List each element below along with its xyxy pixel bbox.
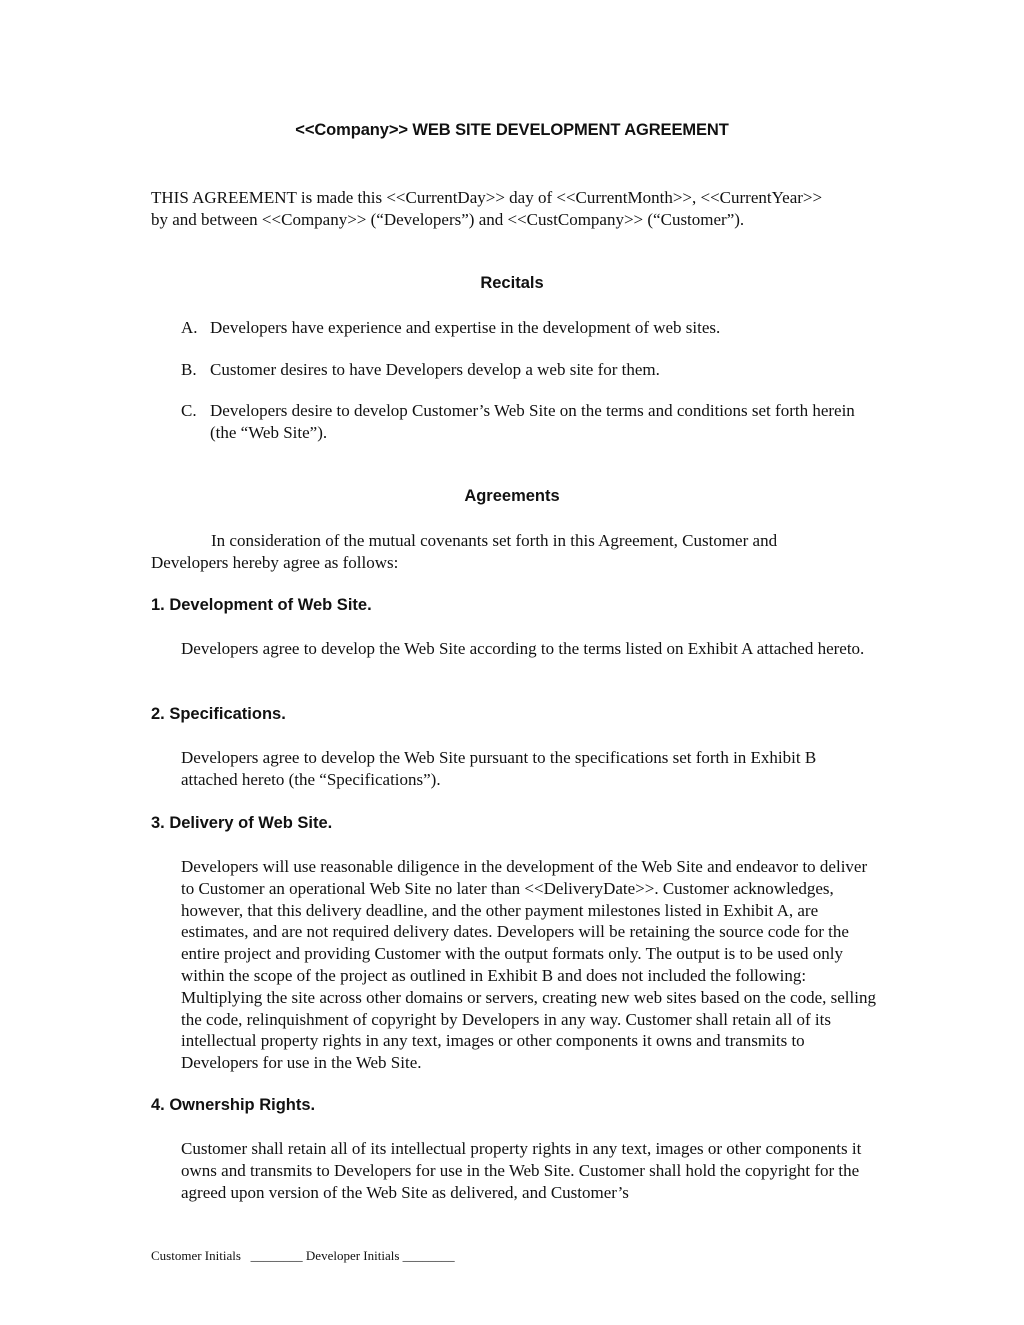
section-2-body: Developers agree to develop the Web Site pursuant to the specifications set forth in Exhibit B attached hereto (the “Specifications”). [181, 748, 817, 789]
intro-paragraph: THIS AGREEMENT is made this <<CurrentDay>> day of <<CurrentMonth>>, <<CurrentYear>> by and between <<Company>> (“Developers”) and <<CustCompany>> (“Customer”). [151, 188, 823, 229]
section-1-body: Developers agree to develop the Web Site according to the terms listed on Exhibit A attached hereto. [181, 639, 865, 658]
section-4-heading: 4. Ownership Rights. [151, 1096, 316, 1114]
agreements-heading: Agreements [464, 487, 560, 505]
recital-item-b [181, 359, 881, 381]
recital-text: Customer desires to have Developers develop a web site for them. [210, 360, 660, 379]
recital-item-c [181, 400, 881, 444]
section-1-heading: 1. Development of Web Site. [151, 596, 372, 614]
recital-letter: C. [181, 401, 197, 420]
section-3-body: Developers will use reasonable diligence in the development of the Web Site and endeavor to deliver to Customer an operational Web Site no later than <<DeliveryDate>>. Customer acknowledges, however, that this delivery deadline, and the other payment milestones listed in Exhibit A, are estimates, and are not required delivery dates. Developers will be retaining the source code for the entire project and providing Customer with the output formats only. The output is to be used only within the scope of the project as outlined in Exhibit B and does not included the following: Multiplying the site across other domains or servers, creating new web sites based on the code, selling the code, relinquishment of copyright by Developers in any way. Customer shall retain all of its intellectual property rights in any text, images or other components it owns and transmits to Developers for use in the Web Site. [181, 857, 876, 1073]
customer-initials-field[interactable]: ________ [250, 1248, 303, 1263]
section-4-body: Customer shall retain all of its intellectual property rights in any text, images or other components it owns and transmits to Developers for use in the Web Site. Customer shall hold the copyright for the agreed upon version of the Web Site as delivered, and Customer’s [181, 1139, 862, 1202]
agreements-preamble: In consideration of the mutual covenants set forth in this Agreement, Customer and Developers hereby agree as follows: [151, 531, 778, 572]
developer-initials-label: Developer Initials [305, 1248, 400, 1263]
recitals-heading: Recitals [480, 274, 544, 292]
developer-initials-field[interactable]: ________ [402, 1248, 455, 1263]
recital-letter: B. [181, 360, 197, 379]
customer-initials-label: Customer Initials [151, 1248, 241, 1263]
recital-text: Developers desire to develop Customer’s Web Site on the terms and conditions set forth herein (the “Web Site”). [210, 401, 855, 442]
recital-letter: A. [181, 318, 198, 337]
section-2-heading: 2. Specifications. [151, 705, 286, 723]
document-title: <<Company>> WEB SITE DEVELOPMENT AGREEMENT [295, 121, 729, 139]
recital-text: Developers have experience and expertise in the development of web sites. [210, 318, 721, 337]
page-footer [151, 1248, 455, 1264]
section-3-heading: 3. Delivery of Web Site. [151, 814, 333, 832]
recital-item-a [181, 317, 881, 339]
